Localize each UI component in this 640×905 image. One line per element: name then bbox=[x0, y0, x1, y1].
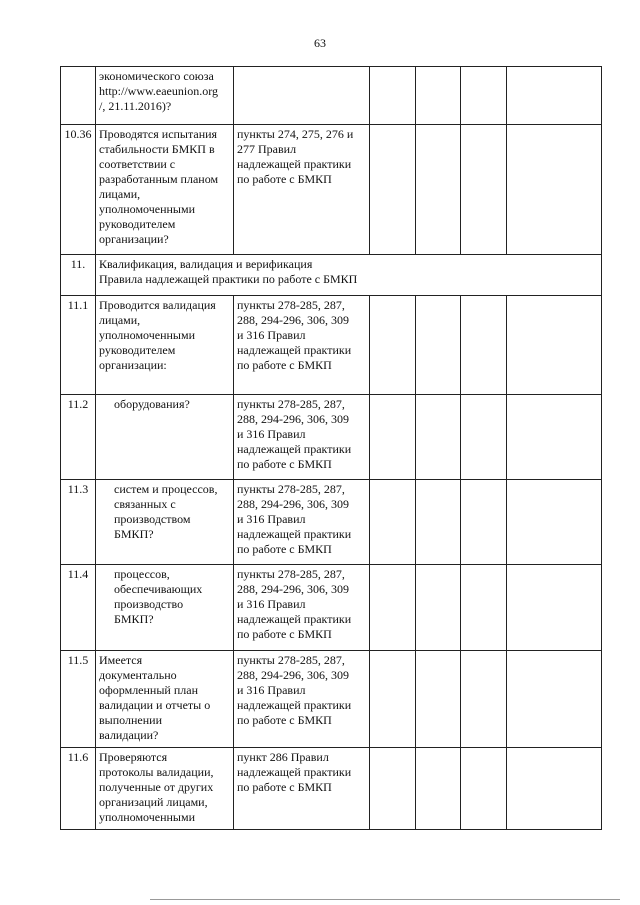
section-number: 11. bbox=[61, 255, 96, 296]
note-cell[interactable] bbox=[507, 480, 602, 565]
note-cell[interactable] bbox=[507, 125, 602, 255]
item-number bbox=[61, 67, 96, 125]
answer-na-cell[interactable] bbox=[461, 748, 507, 830]
note-cell[interactable] bbox=[507, 651, 602, 748]
answer-no-cell[interactable] bbox=[416, 651, 461, 748]
item-number: 11.4 bbox=[61, 565, 96, 651]
item-number: 11.2 bbox=[61, 395, 96, 480]
item-reference: пункты 278-285, 287, 288, 294-296, 306, 309 и 316 Правил надлежащей практики по работе с БМКП bbox=[234, 565, 370, 651]
answer-yes-cell[interactable] bbox=[370, 67, 416, 125]
answer-na-cell[interactable] bbox=[461, 480, 507, 565]
item-reference: пункты 274, 275, 276 и 277 Правил надлежащей практики по работе с БМКП bbox=[234, 125, 370, 255]
item-number: 11.5 bbox=[61, 651, 96, 748]
item-question: Имеется документально оформленный план валидации и отчеты о выполнении валидации? bbox=[96, 651, 234, 748]
answer-yes-cell[interactable] bbox=[370, 296, 416, 395]
item-reference bbox=[234, 67, 370, 125]
note-cell[interactable] bbox=[507, 395, 602, 480]
table-row bbox=[61, 125, 602, 255]
answer-yes-cell[interactable] bbox=[370, 395, 416, 480]
item-reference: пункты 278-285, 287, 288, 294-296, 306, 309 и 316 Правил надлежащей практики по работе с БМКП bbox=[234, 651, 370, 748]
answer-yes-cell[interactable] bbox=[370, 565, 416, 651]
item-question: Проводятся испытания стабильности БМКП в соответствии с разработанным планом лицами, уполномоченными руководителем организации? bbox=[96, 125, 234, 255]
item-question: Проверяются протоколы валидации, полученные от других организаций лицами, уполномоченными bbox=[96, 748, 234, 830]
item-question: оборудования? bbox=[96, 395, 234, 480]
item-number: 10.36 bbox=[61, 125, 96, 255]
item-question: Проводится валидация лицами, уполномоченными руководителем организации: bbox=[96, 296, 234, 395]
answer-no-cell[interactable] bbox=[416, 296, 461, 395]
page-number: 63 bbox=[314, 36, 326, 50]
section-title: Квалификация, валидация и верификация Правила надлежащей практики по работе с БМКП bbox=[96, 255, 602, 296]
table-row bbox=[61, 565, 602, 651]
answer-na-cell[interactable] bbox=[461, 125, 507, 255]
item-question: процессов, обеспечивающих производство БМКП? bbox=[96, 565, 234, 651]
item-question: экономического союза http://www.eaeunion.org /, 21.11.2016)? bbox=[96, 67, 234, 125]
answer-no-cell[interactable] bbox=[416, 67, 461, 125]
note-cell[interactable] bbox=[507, 67, 602, 125]
note-cell[interactable] bbox=[507, 748, 602, 830]
item-number: 11.3 bbox=[61, 480, 96, 565]
item-reference: пункты 278-285, 287, 288, 294-296, 306, 309 и 316 Правил надлежащей практики по работе с БМКП bbox=[234, 296, 370, 395]
item-question: систем и процессов, связанных с производством БМКП? bbox=[96, 480, 234, 565]
note-cell[interactable] bbox=[507, 565, 602, 651]
item-reference: пункты 278-285, 287, 288, 294-296, 306, 309 и 316 Правил надлежащей практики по работе с БМКП bbox=[234, 395, 370, 480]
answer-no-cell[interactable] bbox=[416, 480, 461, 565]
item-reference: пункты 278-285, 287, 288, 294-296, 306, 309 и 316 Правил надлежащей практики по работе с БМКП bbox=[234, 480, 370, 565]
answer-no-cell[interactable] bbox=[416, 565, 461, 651]
answer-na-cell[interactable] bbox=[461, 565, 507, 651]
item-number: 11.1 bbox=[61, 296, 96, 395]
item-reference: пункт 286 Правил надлежащей практики по работе с БМКП bbox=[234, 748, 370, 830]
answer-yes-cell[interactable] bbox=[370, 480, 416, 565]
answer-no-cell[interactable] bbox=[416, 125, 461, 255]
answer-no-cell[interactable] bbox=[416, 748, 461, 830]
table-row bbox=[61, 651, 602, 748]
answer-na-cell[interactable] bbox=[461, 296, 507, 395]
page-bottom-divider bbox=[150, 899, 620, 900]
table-row bbox=[61, 395, 602, 480]
answer-yes-cell[interactable] bbox=[370, 125, 416, 255]
table-row bbox=[61, 296, 602, 395]
table-row bbox=[61, 67, 602, 125]
answer-na-cell[interactable] bbox=[461, 395, 507, 480]
answer-yes-cell[interactable] bbox=[370, 748, 416, 830]
answer-no-cell[interactable] bbox=[416, 395, 461, 480]
answer-na-cell[interactable] bbox=[461, 651, 507, 748]
checklist-table bbox=[60, 66, 602, 830]
table-row bbox=[61, 748, 602, 830]
section-header-row bbox=[61, 255, 602, 296]
answer-yes-cell[interactable] bbox=[370, 651, 416, 748]
table-row bbox=[61, 480, 602, 565]
answer-na-cell[interactable] bbox=[461, 67, 507, 125]
note-cell[interactable] bbox=[507, 296, 602, 395]
item-number: 11.6 bbox=[61, 748, 96, 830]
